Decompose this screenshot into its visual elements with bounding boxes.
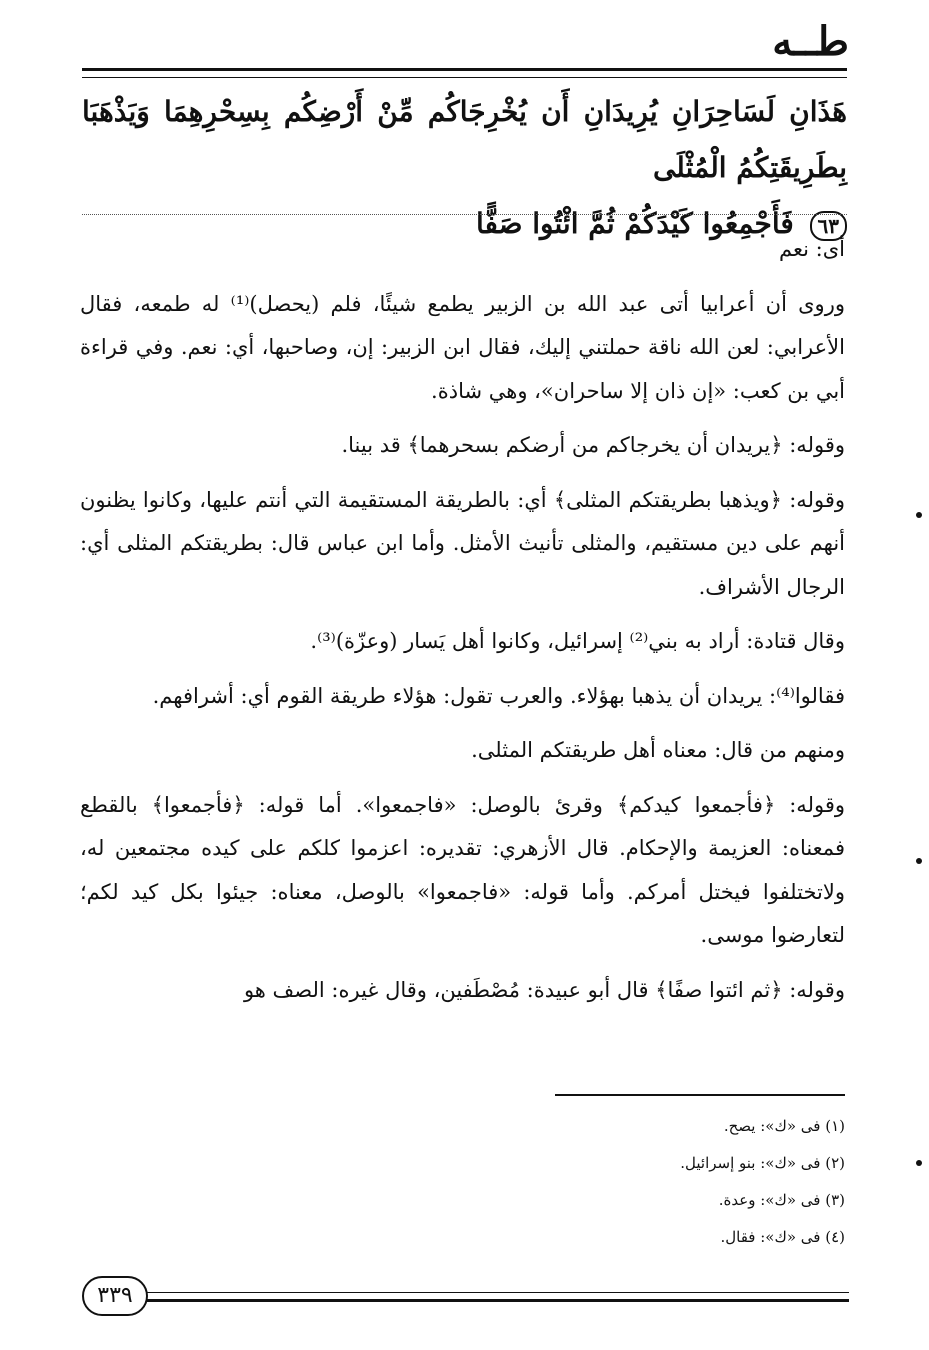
verse-line-1: هَذَانِ لَسَاحِرَانِ يُرِيدَانِ أَن يُخْرِجَاكُم مِّنْ أَرْضِكُم بِسِحْرِهِمَا وَيَذْهَبَا بِطَرِيقَتِكُمُ الْمُثْلَى — [82, 95, 847, 184]
surah-title: طــه — [772, 18, 849, 65]
footnote-3: (٣) فى «ك»: وعدة. — [718, 1191, 845, 1209]
verse-line-2: فَأَجْمِعُوا كَيْدَكُمْ ثُمَّ ائْتُوا صَفًّا — [476, 207, 794, 240]
paragraph: أى: نعم — [779, 237, 845, 261]
scan-mark — [916, 858, 922, 864]
paragraph: وقوله: ﴿ويذهبا بطريقتكم المثلى﴾ أي: بالطريقة المستقيمة التي أنتم عليها، وكانوا يظنون أنهم على دين مستقيم، والمثلى تأنيث الأمثل. وأما ابن عباس قال: بطريقتكم المثلى أي: الرجال الأشراف. — [80, 487, 845, 599]
footnotes — [345, 1108, 845, 1256]
quran-verse — [82, 84, 847, 252]
verse-number-badge: ٦٣ — [810, 211, 847, 241]
footnote-1: (١) فى «ك»: يصح. — [723, 1117, 845, 1135]
scan-mark — [916, 512, 922, 518]
footnote-4: (٤) فى «ك»: فقال. — [720, 1228, 845, 1246]
paragraph: وروى أن أعرابيا أتى عبد الله بن الزبير يطمع شيئًا، فلم (يحصل)⁽¹⁾ له طمعه، فقال الأعرابي: لعن الله ناقة حملتني إليك، فقال ابن الزبير: إن، وصاحبها، أي: نعم. وفي قراءة أبي بن كعب: «إن ذان إلا ساحران»، وهي شاذة. — [80, 291, 845, 403]
paragraph: ومنهم من قال: معناه أهل طريقتكم المثلى. — [471, 738, 845, 762]
footnote-2: (٢) فى «ك»: بنو إسرائيل. — [680, 1154, 845, 1172]
paragraph: وقوله: ﴿ثم ائتوا صفًا﴾ قال أبو عبيدة: مُصْطَفين، وقال غيره: الصف هو — [243, 977, 845, 1002]
footnote-rule — [555, 1094, 845, 1096]
paragraph: وقوله: ﴿يريدان أن يخرجاكم من أرضكم بسحرهما﴾ قد بينا. — [341, 433, 845, 457]
footer-rule — [142, 1292, 849, 1302]
paragraph: وقال قتادة: أراد به بني⁽²⁾ إسرائيل، وكانوا أهل يَسار (وعزّة)⁽³⁾. — [310, 629, 845, 653]
commentary-body — [80, 228, 845, 1023]
verse-separator — [82, 214, 847, 215]
scan-mark — [916, 1160, 922, 1166]
page-number: ٣٣٩ — [82, 1276, 148, 1316]
paragraph: فقالوا⁽⁴⁾: يريدان أن يذهبا بهؤلاء. والعرب تقول: هؤلاء طريقة القوم أي: أشرافهم. — [152, 683, 845, 708]
header-rule — [82, 68, 847, 78]
paragraph: وقوله: ﴿فأجمعوا كيدكم﴾ وقرئ بالوصل: «فاجمعوا». أما قوله: ﴿فأجمعوا﴾ بالقطع فمعناه: العزيمة والإحكام. قال الأزهري: تقديره: اعزموا كلكم على كيده مجتمعين له، ولاتختلفوا فيختل أمركم. وأما قوله: «فاجمعوا» بالوصل، معناه: جيئوا بكل كيد لكم؛ لتعارضوا موسى. — [80, 792, 845, 947]
